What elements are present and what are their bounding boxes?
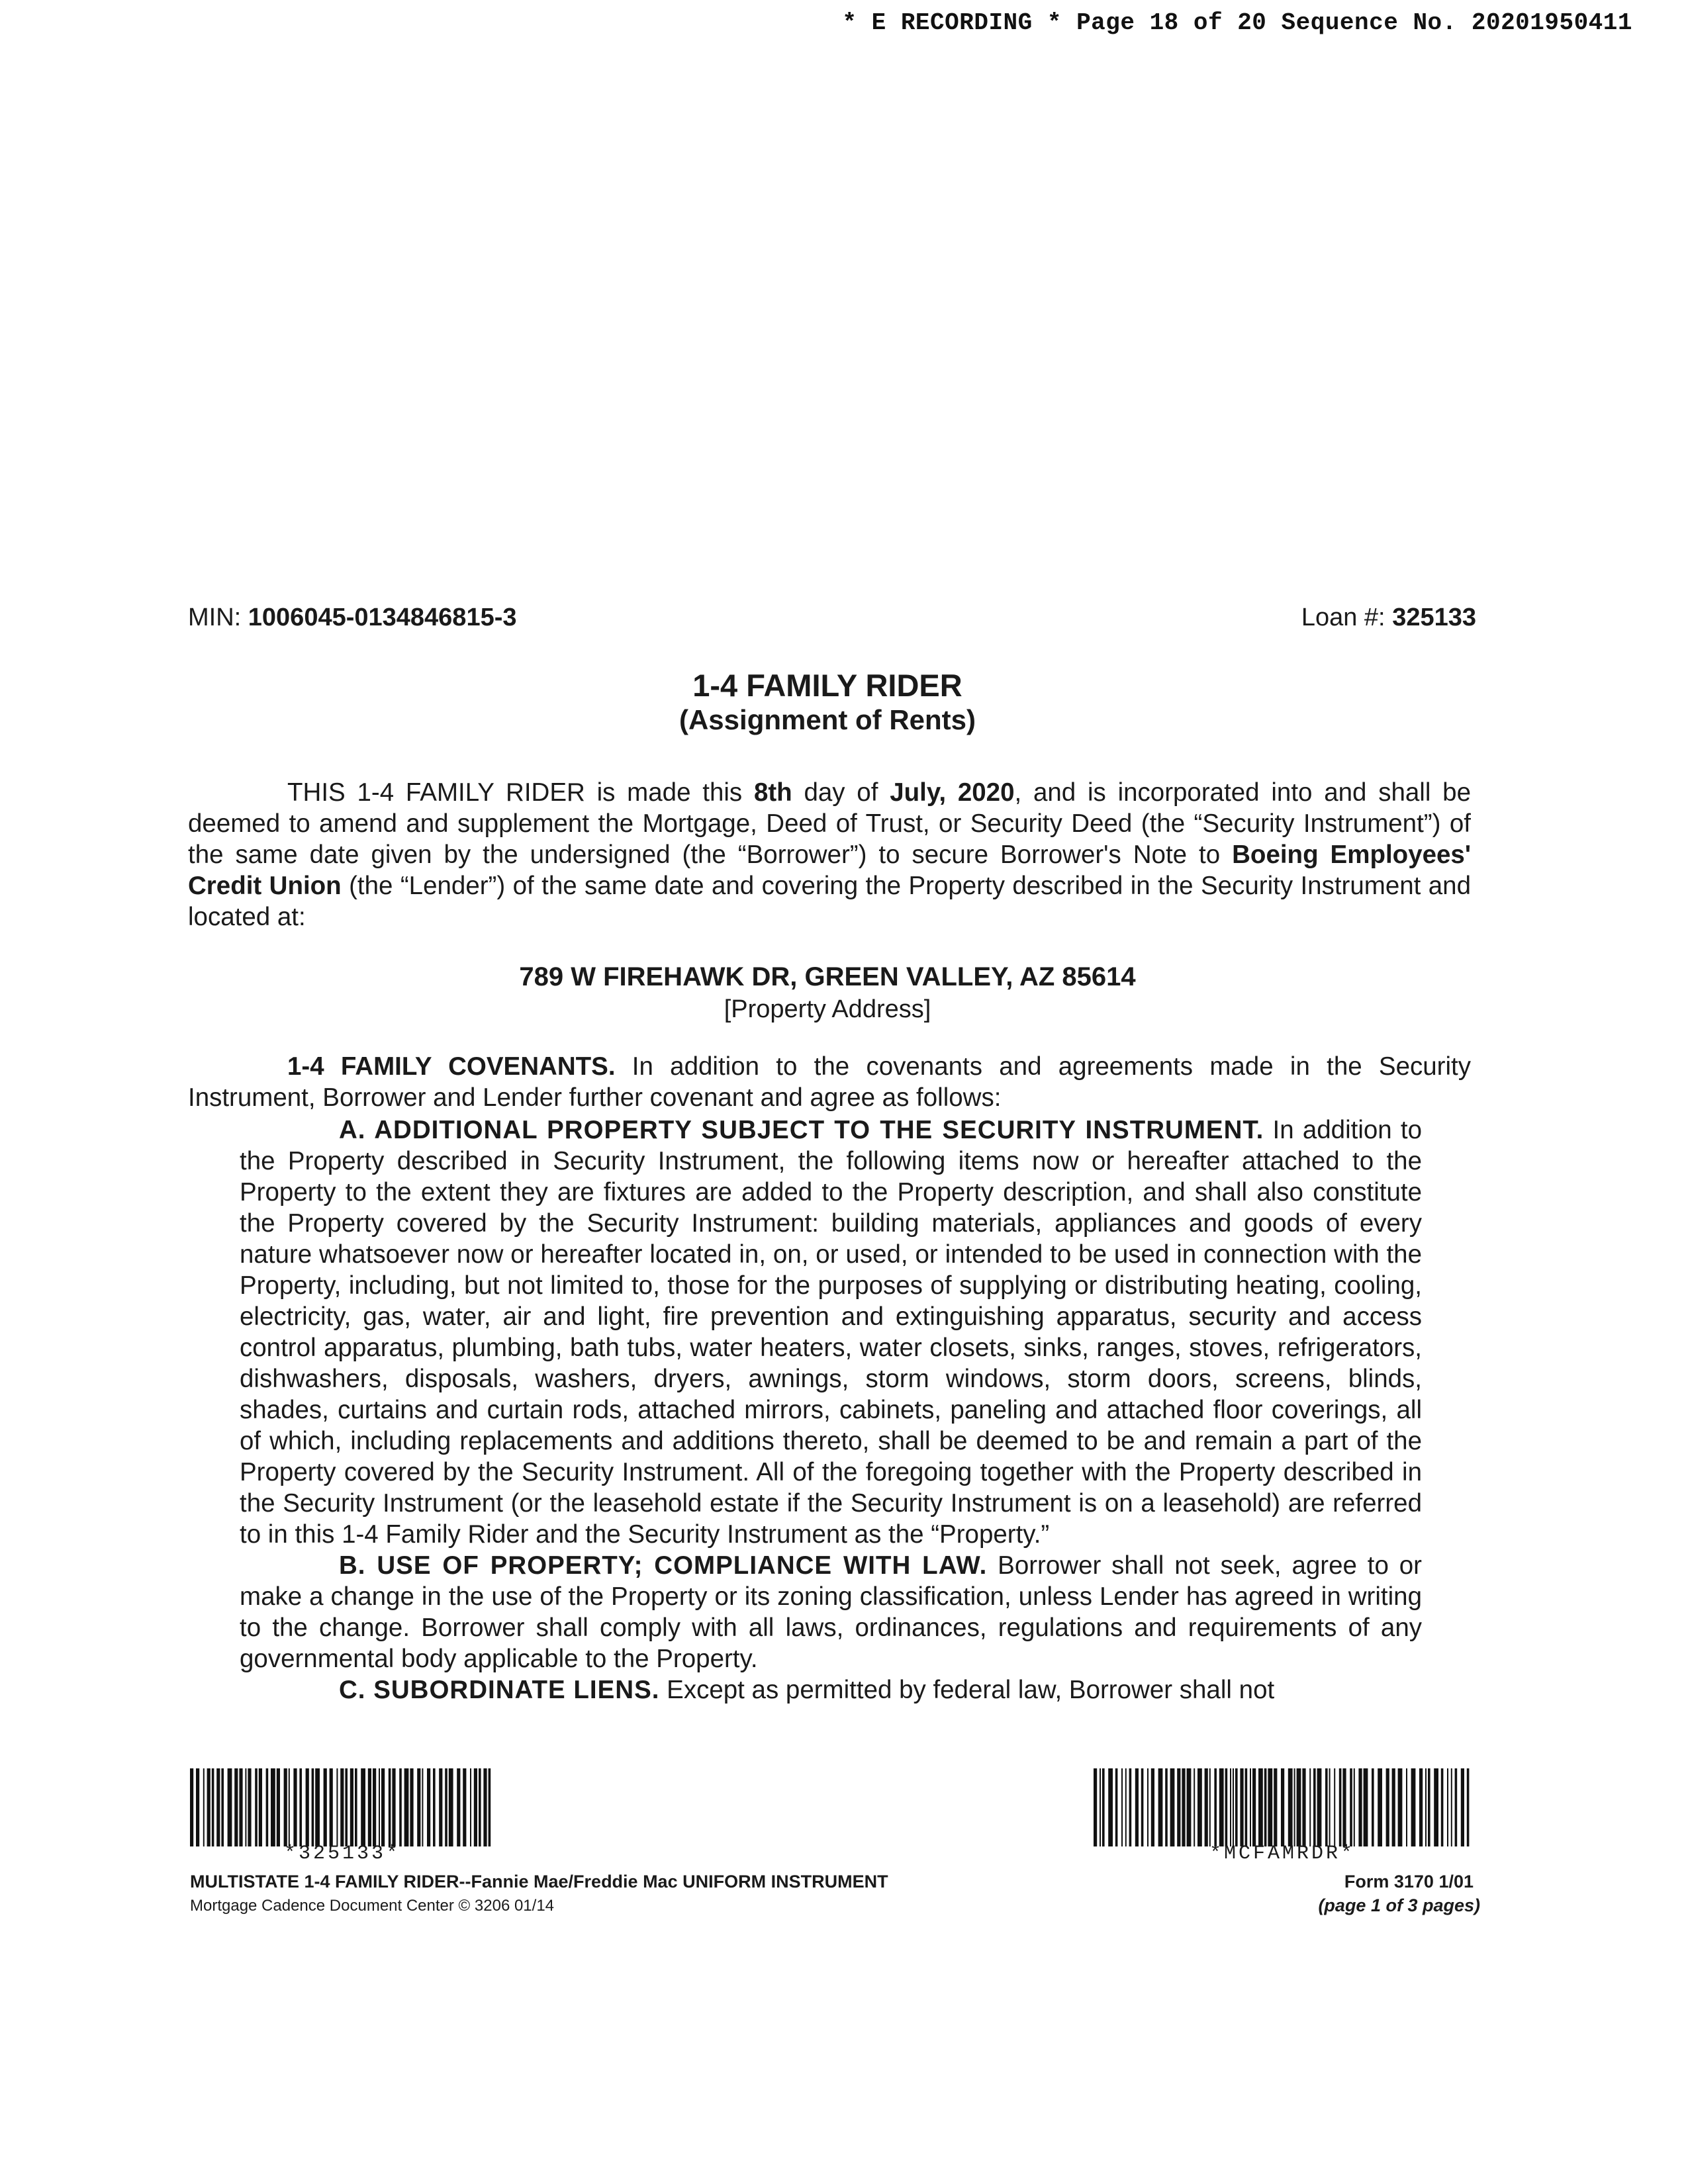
intro-text: day of (792, 778, 890, 807)
barcode-bar (1094, 1768, 1097, 1846)
barcode-bar (207, 1768, 211, 1846)
barcode-bar (1158, 1768, 1163, 1846)
covenants-heading: 1-4 FAMILY COVENANTS. (287, 1052, 616, 1081)
barcode-bar (255, 1768, 258, 1846)
barcode-bar (299, 1768, 302, 1846)
barcode-bar (266, 1768, 269, 1846)
recording-stamp: * E RECORDING * Page 18 of 20 Sequence No. 20201950411 (842, 9, 1632, 36)
covenants-paragraph (188, 1051, 1471, 1113)
barcode-bar (439, 1768, 442, 1846)
barcode-bar (1334, 1768, 1335, 1846)
barcode-bar (1406, 1768, 1407, 1846)
barcode-bar (212, 1768, 214, 1846)
barcode-bar (1455, 1768, 1458, 1846)
barcode-bar (449, 1768, 453, 1846)
barcode-bar (245, 1768, 246, 1846)
barcode-bar (1372, 1768, 1374, 1846)
barcode-bar (392, 1768, 395, 1846)
barcode-bar (340, 1768, 344, 1846)
barcode-bar (355, 1768, 357, 1846)
barcode-bar (1233, 1768, 1234, 1846)
barcode-bar (1309, 1768, 1311, 1846)
barcode-bar (190, 1768, 193, 1846)
barcode-bar (1108, 1768, 1113, 1846)
barcode-bar (1364, 1768, 1368, 1846)
barcode-bar (457, 1768, 460, 1846)
barcode-bar (422, 1768, 423, 1846)
barcode-bar (389, 1768, 391, 1846)
barcode-bar (1219, 1768, 1224, 1846)
barcode-bar (203, 1768, 205, 1846)
barcode-bar (1329, 1768, 1331, 1846)
section-a (240, 1115, 1422, 1550)
barcode-bar (427, 1768, 430, 1846)
barcode-bar (1268, 1768, 1272, 1846)
barcode-bar (1187, 1768, 1192, 1846)
barcode-bar (399, 1768, 402, 1846)
barcode-bar (1288, 1768, 1293, 1846)
barcode-bar (239, 1768, 242, 1846)
barcode-bar (1135, 1768, 1139, 1846)
intro-text: , and is incorporated into and shall be deemed to amend and supplement the Mortgage, Deed of Trust, or Security Deed (the “Security Instrument”) of the same date given by the undersigned (the “Borrower”) to secure Borrower's Note to (188, 778, 1472, 869)
intro-text: THIS 1-4 FAMILY RIDER is made this (287, 778, 754, 807)
property-address-label: [Property Address] (724, 995, 931, 1023)
barcode-bar (1170, 1768, 1175, 1846)
form-barcode-text: *MCFAMRDR* (1209, 1843, 1356, 1865)
min-value: 1006045-0134846815-3 (248, 604, 517, 631)
barcode-bar (381, 1768, 385, 1846)
footer-source: Mortgage Cadence Document Center © 3206 01/14 (190, 1897, 555, 1915)
barcode-bar (1467, 1768, 1470, 1846)
loan-label: Loan #: (1301, 604, 1385, 631)
barcode-bar (1100, 1768, 1101, 1846)
barcode-bar (293, 1768, 297, 1846)
barcode-bar (361, 1768, 365, 1846)
loan-value: 325133 (1392, 604, 1476, 631)
barcode-bar (1252, 1768, 1256, 1846)
barcode-bar (277, 1768, 280, 1846)
barcode-bar (221, 1768, 224, 1846)
barcode-bar (1250, 1768, 1251, 1846)
barcode-bar (483, 1768, 487, 1846)
barcode-bar (336, 1768, 338, 1846)
rider-date: July, 2020 (890, 778, 1015, 807)
barcode-bar (479, 1768, 481, 1846)
barcode-bar (1281, 1768, 1284, 1846)
barcode-bar (1358, 1768, 1362, 1846)
barcode-bar (1194, 1768, 1195, 1846)
barcode-bar (1230, 1768, 1231, 1846)
footer-form-name: MULTISTATE 1-4 FAMILY RIDER--Fannie Mae/Freddie Mac UNIFORM INSTRUMENT (190, 1872, 888, 1891)
barcode-bar (1378, 1768, 1382, 1846)
barcode-bar (1339, 1768, 1342, 1846)
barcode-bar (1264, 1768, 1267, 1846)
barcode-bar (1165, 1768, 1168, 1846)
barcode-bar (433, 1768, 436, 1846)
loan-barcode (190, 1768, 494, 1846)
barcode-bar (1342, 1768, 1346, 1846)
barcode-bar (1225, 1768, 1228, 1846)
barcode-bar (379, 1768, 380, 1846)
barcode-bar (234, 1768, 238, 1846)
barcode-bar (404, 1768, 409, 1846)
covenant-sections (240, 1115, 1422, 1706)
barcode-bar (228, 1768, 232, 1846)
section-c-heading: C. SUBORDINATE LIENS. (339, 1676, 660, 1704)
barcode-bar (345, 1768, 348, 1846)
barcode-bar (1197, 1768, 1202, 1846)
barcode-bar (417, 1768, 420, 1846)
barcode-bar (1177, 1768, 1180, 1846)
barcode-bar (489, 1768, 491, 1846)
barcode-bar (216, 1768, 220, 1846)
form-barcode (1094, 1768, 1471, 1846)
barcode-bar (1461, 1768, 1464, 1846)
barcode-bar (312, 1768, 314, 1846)
barcode-bar (1209, 1768, 1211, 1846)
barcode-bar (1447, 1768, 1448, 1846)
intro-paragraph (188, 777, 1471, 933)
barcode-bar (463, 1768, 466, 1846)
barcode-bar (1121, 1768, 1123, 1846)
barcode-bar (445, 1768, 447, 1846)
barcode-bar (1147, 1768, 1149, 1846)
barcode-bar (1354, 1768, 1355, 1846)
barcode-bar (1235, 1768, 1238, 1846)
barcode-bar (324, 1768, 327, 1846)
barcode-bar (1258, 1768, 1263, 1846)
lender-name: Boeing Employees' Credit Union (188, 841, 1471, 900)
section-b-text: Borrower shall not seek, agree to or make a change in the use of the Property or its zoning classification, unless Lender has agreed in writing to the change. Borrower shall comply with all laws, ordinances, regulations and requirements of any governmental body applicable to the Property. (240, 1551, 1422, 1673)
barcode-bar (1419, 1768, 1423, 1846)
footer-form-number: Form 3170 1/01 (1344, 1872, 1474, 1891)
section-b-heading: B. USE OF PROPERTY; COMPLIANCE WITH LAW. (339, 1551, 988, 1580)
footer-page-indicator: (page 1 of 3 pages) (1318, 1895, 1480, 1915)
barcode-bar (315, 1768, 320, 1846)
barcode-bar (1302, 1768, 1305, 1846)
barcode-bar (1434, 1768, 1438, 1846)
covenants-text: In addition to the covenants and agreements made in the Security Instrument, Borrower and Lender further covenant and agree as follows: (188, 1052, 1471, 1112)
barcode-bar (1428, 1768, 1430, 1846)
barcode-bar (1141, 1768, 1144, 1846)
barcode-bar (1129, 1768, 1132, 1846)
section-c (240, 1674, 1422, 1706)
barcode-bar (410, 1768, 413, 1846)
barcode-bar (1151, 1768, 1154, 1846)
barcode-bar (350, 1768, 353, 1846)
document-subtitle: (Assignment of Rents) (679, 704, 976, 735)
barcode-bar (1313, 1768, 1316, 1846)
barcode-bar (1240, 1768, 1243, 1846)
barcode-bar (271, 1768, 275, 1846)
loan-barcode-text: *325133* (283, 1843, 401, 1865)
barcode-bar (1425, 1768, 1427, 1846)
min-label: MIN: (188, 604, 242, 631)
barcode-bar (1297, 1768, 1301, 1846)
loan-number (1301, 604, 1476, 632)
barcode-bar (1398, 1768, 1403, 1846)
barcode-bar (474, 1768, 477, 1846)
barcode-bar (1125, 1768, 1127, 1846)
barcode-bar (1411, 1768, 1416, 1846)
barcode-bar (1350, 1768, 1352, 1846)
barcode-bar (1451, 1768, 1452, 1846)
barcode-bar (1102, 1768, 1105, 1846)
rider-day: 8th (753, 778, 792, 807)
barcode-bar (1392, 1768, 1395, 1846)
section-b (240, 1550, 1422, 1674)
barcode-bar (1214, 1768, 1217, 1846)
barcode-bar (289, 1768, 290, 1846)
barcode-bar (1325, 1768, 1328, 1846)
section-c-text: Except as permitted by federal law, Borrower shall not (659, 1676, 1275, 1704)
min-number (188, 604, 517, 632)
document-title: 1-4 FAMILY RIDER (692, 668, 962, 703)
barcode-bar (1441, 1768, 1444, 1846)
barcode-bar (1115, 1768, 1118, 1846)
barcode-bar (373, 1768, 376, 1846)
section-a-text: In addition to the Property described in Security Instrument, the following items now or hereafter attached to the Property to the extent they are fixtures are added to the Property description, and shall also constitute the Property covered by the Security Instrument: building materials, appliances and goods of every nature whatsoever now or hereafter located in, on, or used, or intended to be used in connection with the Property, including, but not limited to, those for the purposes of supplying or distributing heating, cooling, electricity, gas, water, air and light, fire prevention and extinguishing apparatus, security and access control apparatus, plumbing, bath tubs, water heaters, water closets, sinks, ranges, stoves, refrigerators, dishwashers, disposals, washers, dryers, awnings, storm windows, storm doors, screens, blinds, shades, curtains and curtain rods, attached mirrors, cabinets, paneling and attached floor coverings, all of which, including replacements and additions thereto, shall be deemed to be and remain a part of the Property covered by the Security Instrument. All of the foregoing together with the Property described in the Security Instrument (or the leasehold estate if the Security Instrument is on a leasehold) are referred to in this 1-4 Family Rider and the Security Instrument as the “Property.” (240, 1116, 1422, 1549)
barcode-bar (368, 1768, 371, 1846)
barcode-bar (1245, 1768, 1248, 1846)
barcode-bar (306, 1768, 309, 1846)
barcode-bar (284, 1768, 287, 1846)
property-address: 789 W FIREHAWK DR, GREEN VALLEY, AZ 85614 (519, 962, 1136, 991)
barcode-bar (196, 1768, 199, 1846)
barcode-bar (1182, 1768, 1185, 1846)
barcode-bar (330, 1768, 333, 1846)
barcode-bar (1205, 1768, 1208, 1846)
intro-text: (the “Lender”) of the same date and covering the Property described in the Security Instrument and located at: (188, 872, 1472, 931)
barcode-bar (1317, 1768, 1322, 1846)
barcode-bar (470, 1768, 471, 1846)
barcode-bar (248, 1768, 251, 1846)
barcode-bar (1386, 1768, 1389, 1846)
barcode-bar (1294, 1768, 1295, 1846)
barcode-bar (259, 1768, 262, 1846)
section-a-heading: A. ADDITIONAL PROPERTY SUBJECT TO THE SECURITY INSTRUMENT. (339, 1116, 1264, 1144)
barcode-bar (1274, 1768, 1277, 1846)
